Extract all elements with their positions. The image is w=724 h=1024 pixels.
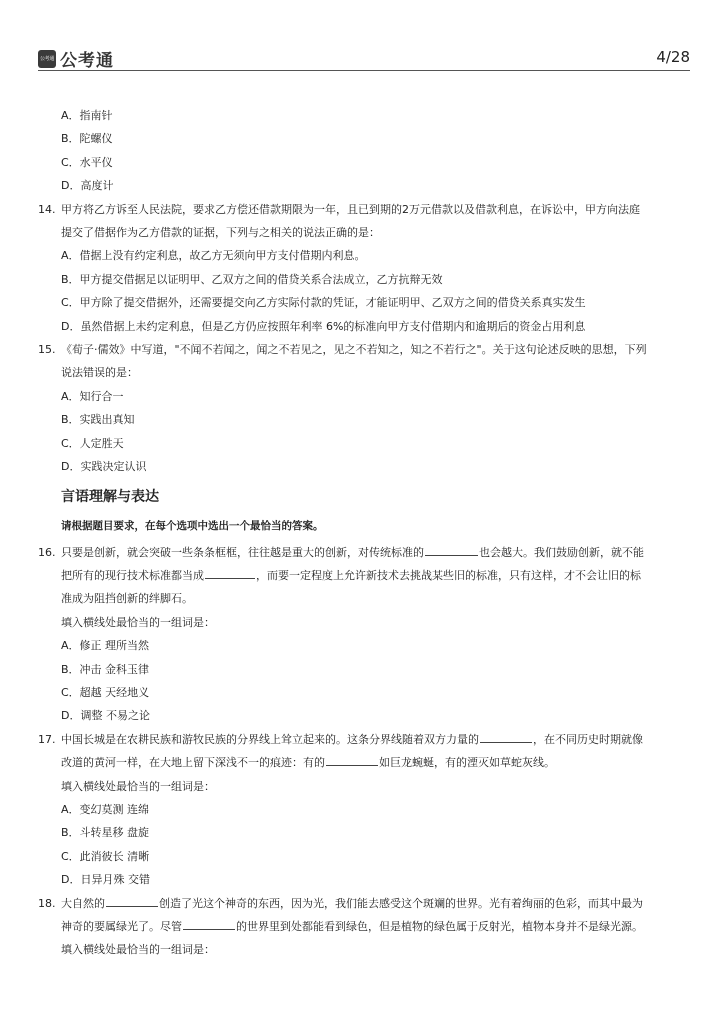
q16-prompt: 填入横线处最恰当的一组词是： (61, 615, 215, 629)
q18-stem (38, 892, 692, 915)
answer-blank (205, 566, 255, 579)
q14-option-a: A．借据上没有约定利息，故乙方无须向甲方支付借期内利息。 (61, 249, 366, 263)
question-number: 18. (38, 896, 56, 910)
q17-prompt: 填入横线处最恰当的一组词是： (61, 779, 215, 793)
q16-option-c: C．超越 天经地义 (61, 685, 150, 699)
q16-stem-line-3: 准成为阻挡创新的绊脚石。 (61, 592, 193, 606)
section-instruction: 请根据题目要求，在每个选项中选出一个最恰当的答案。 (61, 519, 324, 532)
document-body (38, 104, 692, 962)
q18-stem-line-1: 大自然的 创造了光这个神奇的东西，因为光，我们能去感受这个斑斓的世界。光有着绚丽的色彩，而其中最为 (61, 892, 643, 915)
q18-stem-line-2: 神奇的要属绿光了。尽管 的世界里到处都能看到绿色，但是植物的绿色属于反射光，植物本身并不是绿光源。 (38, 915, 692, 938)
q15-stem-line-1: 《荀子·儒效》中写道，"不闻不若闻之，闻之不若见之，见之不若知之，知之不若行之"。关于这句论述反映的思想，下列 (61, 343, 647, 357)
q17-option-c: C．此消彼长 清晰 (61, 849, 150, 863)
q15-option-b: B．实践出真知 (61, 413, 135, 427)
q18-prompt: 填入横线处最恰当的一组词是： (61, 943, 215, 957)
q15-stem (38, 338, 692, 361)
q17-stem-line-2: 改道的黄河一样，在大地上留下深浅不一的痕迹：有的 如巨龙蜿蜒，有的湮灭如草蛇灰线。 (38, 751, 692, 774)
q16-option-d: D．调整 不易之论 (61, 709, 150, 723)
q17-stem (38, 728, 692, 751)
answer-blank (480, 730, 532, 743)
q16-stem (38, 541, 692, 564)
answer-blank (183, 917, 235, 930)
logo-text: 公考通 (60, 51, 114, 71)
q14-option-d: D．虽然借据上未约定利息，但是乙方仍应按照年利率 6%的标准向甲方支付借期内和逾期后的资金占用利息 (61, 319, 586, 333)
q16-option-a: A．修正 理所当然 (61, 639, 150, 653)
q17-option-b: B．斗转星移 盘旋 (61, 826, 150, 840)
q14-option-c: C．甲方除了提交借据外，还需要提交向乙方实际付款的凭证，才能证明甲、乙双方之间的借贷关系真实发生 (61, 296, 586, 310)
logo-mark: 公考通 (38, 50, 56, 68)
answer-blank (106, 894, 158, 907)
answer-blank (425, 543, 478, 556)
q17-option-a: A．变幻莫测 连绵 (61, 802, 150, 816)
page-number: 4/28 (656, 48, 690, 66)
question-number: 14. (38, 202, 56, 216)
q15-stem-line-2: 说法错误的是： (61, 366, 138, 380)
page-header (38, 44, 690, 71)
question-number: 15. (38, 343, 56, 357)
q17-option-d: D．日异月殊 交错 (61, 873, 150, 887)
q13-option-c: C．水平仪 (61, 155, 113, 169)
q14-stem-line-2: 提交了借据作为乙方借款的证据，下列与之相关的说法正确的是： (61, 226, 380, 240)
logo (38, 46, 114, 71)
q16-stem-line-2: 把所有的现行技术标准都当成 ，而要一定程度上允许新技术去挑战某些旧的标准，只有这样，才不会让旧的标 (38, 564, 692, 587)
q14-stem (38, 198, 692, 221)
question-number: 17. (38, 732, 56, 746)
answer-blank (326, 753, 378, 766)
q16-option-b: B．冲击 金科玉律 (61, 662, 150, 676)
q13-option-d: D．高度计 (61, 179, 114, 193)
q13-option-b: B．陀螺仪 (61, 132, 113, 146)
q16-stem-line-1: 只要是创新，就会突破一些条条框框，往往越是重大的创新，对传统标准的 也会越大。我们鼓励创新，就不能 (61, 541, 644, 564)
question-number: 16. (38, 545, 56, 559)
q15-option-a: A．知行合一 (61, 389, 124, 403)
q17-stem-line-1: 中国长城是在农耕民族和游牧民族的分界线上耸立起来的。这条分界线随着双方力量的 ，在不同历史时期就像 (61, 728, 643, 751)
q13-option-a: A．指南针 (61, 109, 113, 122)
section-title: 言语理解与表达 (61, 488, 159, 505)
q14-stem-line-1: 甲方将乙方诉至人民法院，要求乙方偿还借款期限为一年，且已到期的2万元借款以及借款利息，在诉讼中，甲方向法庭 (61, 202, 640, 216)
q14-option-b: B．甲方提交借据足以证明甲、乙双方之间的借贷关系合法成立，乙方抗辩无效 (61, 272, 443, 286)
q15-option-d: D．实践决定认识 (61, 460, 147, 474)
q15-option-c: C．人定胜天 (61, 436, 124, 450)
